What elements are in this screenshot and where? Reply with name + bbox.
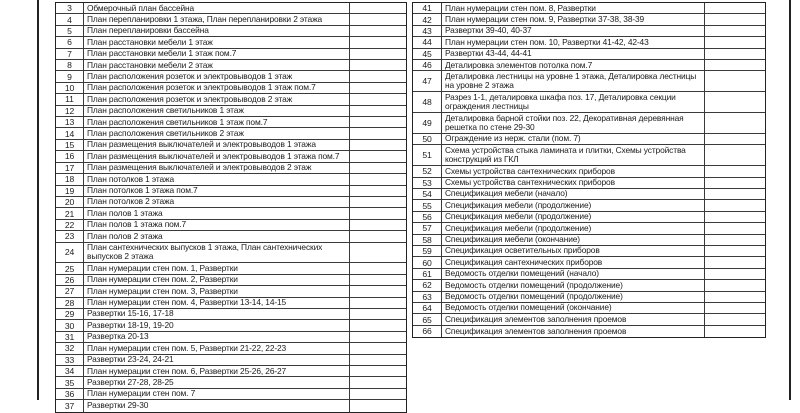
sheet-title-cell: Развертки 29-30 (83, 400, 350, 411)
sheet-number-cell: 33 (64, 354, 75, 365)
sheet-title-cell: План потолков 1 этажа (83, 174, 350, 184)
note-cell (350, 151, 406, 161)
sheet-title-cell: Развертки 15-16, 17-18 (83, 309, 350, 319)
sheet-title-cell: Развертки 18-19, 19-20 (83, 320, 350, 330)
sheet-number-cell: 26 (64, 274, 75, 285)
sheet-title-cell: Развертка 20-13 (83, 332, 350, 342)
sheet-number-cell: 56 (422, 211, 432, 222)
sheet-number-cell: 41 (422, 3, 432, 14)
sheet-number-cell: 49 (422, 117, 432, 128)
note-cell (705, 189, 765, 199)
sheet-title-cell: План нумерации стен пом. 7 (83, 389, 350, 399)
table-row (56, 94, 406, 105)
sheet-title-cell: Развертки 23-24, 24-21 (83, 355, 350, 365)
sheet-title-cell: План нумерации стен пом. 8, Развертки (441, 3, 705, 13)
note-cell (350, 389, 406, 399)
note-cell (350, 320, 406, 330)
sheet-number-cell: 9 (67, 71, 72, 82)
sheet-number-cell: 3 (67, 3, 72, 14)
table-row (56, 197, 406, 208)
sheet-title-cell: План расположения светильников 1 этаж пом.7 (83, 117, 350, 127)
note-cell (350, 186, 406, 196)
table-row (413, 3, 765, 14)
page-frame-line-right (789, 0, 791, 400)
table-row (56, 286, 406, 297)
note-cell (705, 178, 765, 188)
note-cell (705, 60, 765, 70)
table-row (413, 280, 765, 291)
note-cell (705, 212, 765, 222)
sheet-title-cell: Развертки 39-40, 40-37 (441, 26, 705, 36)
note-cell (350, 37, 406, 47)
table-row (413, 189, 765, 200)
note-cell (350, 309, 406, 319)
note-cell (705, 292, 765, 302)
note-cell (705, 37, 765, 47)
sheet-number-cell: 35 (64, 377, 75, 388)
sheet-number-cell: 30 (64, 320, 75, 331)
table-row (56, 26, 406, 37)
table-row (413, 246, 765, 257)
note-cell (705, 26, 765, 36)
sheet-title-cell: План сантехнических выпусков 1 этажа, План сантехнических выпусков 2 этажа (83, 243, 350, 263)
sheet-number-cell: 50 (422, 134, 432, 145)
table-row (56, 243, 406, 264)
table-row (56, 71, 406, 82)
sheet-number-cell: 24 (64, 247, 75, 258)
sheet-title-cell: План расстановки мебели 1 этаж (83, 37, 350, 47)
table-row (413, 269, 765, 280)
sheet-number-cell: 65 (422, 314, 432, 325)
table-row (56, 186, 406, 197)
note-cell (350, 208, 406, 218)
sheet-number-cell: 54 (422, 189, 432, 200)
sheet-title-cell: План размещения выключателей и электровыводов 2 этаж (83, 163, 350, 173)
note-cell (705, 134, 765, 144)
table-row (413, 235, 765, 246)
sheet-title-cell: Развертки 43-44, 44-41 (441, 49, 705, 59)
table-row (56, 140, 406, 151)
table-row (56, 332, 406, 343)
note-cell (350, 71, 406, 81)
sheet-number-cell: 53 (422, 177, 432, 188)
table-row (413, 212, 765, 223)
sheet-number-cell: 61 (422, 268, 432, 279)
sheet-number-cell: 21 (64, 208, 75, 219)
sheet-number-cell: 27 (64, 286, 75, 297)
sheet-number-cell: 7 (67, 48, 72, 59)
sheet-number-cell: 8 (67, 60, 72, 71)
note-cell (705, 166, 765, 176)
sheet-title-cell: Развертки 27-28, 28-25 (83, 377, 350, 387)
sheet-number-cell: 17 (64, 162, 75, 173)
table-row (56, 208, 406, 219)
note-cell (350, 286, 406, 296)
sheet-number-cell: 16 (64, 151, 75, 162)
note-cell (705, 200, 765, 210)
table-row (413, 14, 765, 25)
table-row (413, 314, 765, 325)
sheet-title-cell: Спецификация элементов заполнения проемов (441, 326, 705, 337)
sheet-title-cell: План нумерации стен пом. 1, Развертки (83, 263, 350, 273)
sheet-number-cell: 45 (422, 48, 432, 59)
table-row (413, 145, 765, 166)
note-cell (350, 49, 406, 59)
table-row (413, 92, 765, 113)
note-cell (350, 83, 406, 93)
note-cell (350, 140, 406, 150)
sheet-title-cell: План нумерации стен пом. 3, Развертки (83, 286, 350, 296)
table-row (56, 83, 406, 94)
note-cell (350, 243, 406, 263)
sheet-number-cell: 46 (422, 60, 432, 71)
sheet-title-cell: План нумерации стен пом. 4, Развертки 13-14, 14-15 (83, 298, 350, 308)
sheet-number-cell: 29 (64, 309, 75, 320)
sheet-title-cell: План полов 1 этажа пом.7 (83, 220, 350, 230)
sheet-number-cell: 32 (64, 343, 75, 354)
sheet-title-cell: Ведомость отделки помещений (продолжение) (441, 280, 705, 290)
sheet-number-cell: 4 (67, 14, 72, 25)
table-row (56, 231, 406, 242)
note-cell (350, 366, 406, 376)
sheet-number-cell: 48 (422, 97, 432, 108)
sheet-number-cell: 22 (64, 219, 75, 230)
table-row (413, 223, 765, 234)
table-row (413, 326, 765, 337)
sheet-number-cell: 12 (64, 105, 75, 116)
sheet-title-cell: План нумерации стен пом. 2, Развертки (83, 275, 350, 285)
table-row (56, 163, 406, 174)
note-cell (705, 246, 765, 256)
sheet-number-cell: 42 (422, 14, 432, 25)
table-row (56, 128, 406, 139)
note-cell (705, 71, 765, 91)
sheet-title-cell: План расположения розеток и электровыводов 2 этаж (83, 94, 350, 104)
table-row (56, 366, 406, 377)
table-row (56, 389, 406, 400)
note-cell (705, 235, 765, 245)
table-row (56, 220, 406, 231)
sheet-number-cell: 62 (422, 280, 432, 291)
table-row (56, 49, 406, 60)
sheet-number-cell: 58 (422, 234, 432, 245)
sheet-title-cell: Деталировка элементов потолка пом.7 (441, 60, 705, 70)
sheet-title-cell: Спецификация сантехнических приборов (441, 257, 705, 267)
sheet-title-cell: План расположения розеток и электровыводов 1 этаж (83, 71, 350, 81)
sheet-number-cell: 60 (422, 257, 432, 268)
sheet-number-cell: 19 (64, 185, 75, 196)
table-row (56, 400, 406, 411)
note-cell (705, 314, 765, 324)
sheet-title-cell: Схемы устройства сантехнических приборов (441, 178, 705, 188)
sheet-number-cell: 34 (64, 366, 75, 377)
note-cell (350, 197, 406, 207)
sheet-number-cell: 57 (422, 223, 432, 234)
table-row (413, 113, 765, 134)
sheet-title-cell: Ведомость отделки помещений (продолжение) (441, 292, 705, 302)
sheet-title-cell: Обмерочный план бассейна (83, 3, 350, 13)
sheet-number-cell: 37 (64, 400, 75, 411)
sheet-title-cell: Спецификация мебели (окончание) (441, 235, 705, 245)
sheet-number-cell: 44 (422, 37, 432, 48)
sheet-title-cell: План расположения светильников 1 этаж (83, 106, 350, 116)
table-row (413, 292, 765, 303)
note-cell (350, 60, 406, 70)
table-row (56, 377, 406, 388)
sheet-title-cell: Деталировка барной стойки поз. 22, Декоративная деревянная решетка по стене 29-30 (441, 113, 705, 133)
sheet-title-cell: Спецификация элементов заполнения проемов (441, 314, 705, 324)
sheet-title-cell: План полов 1 этажа (83, 208, 350, 218)
sheet-title-cell: План перепланировки 1 этажа, План перепланировки 2 этажа (83, 14, 350, 24)
table-row (413, 37, 765, 48)
sheet-number-cell: 13 (64, 117, 75, 128)
note-cell (350, 275, 406, 285)
sheet-title-cell: Ограждение из нерж. стали (пом. 7) (441, 134, 705, 144)
sheet-title-cell: Разрез 1-1, деталировка шкафа поз. 17, Деталировка секции ограждения лестницы (441, 92, 705, 112)
sheet-number-cell: 47 (422, 76, 432, 87)
note-cell (350, 231, 406, 241)
sheet-title-cell: План расстановки мебели 1 этаж пом.7 (83, 49, 350, 59)
sheet-title-cell: План расстановки мебели 2 этаж (83, 60, 350, 70)
note-cell (705, 3, 765, 13)
sheet-number-cell: 28 (64, 297, 75, 308)
sheet-number-cell: 6 (67, 37, 72, 48)
table-row (56, 320, 406, 331)
table-row (413, 166, 765, 177)
sheet-title-cell: План размещения выключателей и электровыводов 1 этажа пом.7 (83, 151, 350, 161)
sheet-number-cell: 23 (64, 231, 75, 242)
note-cell (350, 377, 406, 387)
sheet-title-cell: План перепланировки бассейна (83, 26, 350, 36)
sheet-number-cell: 18 (64, 174, 75, 185)
sheet-number-cell: 31 (64, 331, 75, 342)
sheet-number-cell: 14 (64, 128, 75, 139)
note-cell (350, 298, 406, 308)
note-cell (350, 3, 406, 13)
table-row (413, 257, 765, 268)
note-cell (705, 49, 765, 59)
table-row (56, 343, 406, 354)
sheet-number-cell: 11 (65, 94, 74, 105)
table-row (413, 26, 765, 37)
table-row (413, 134, 765, 145)
note-cell (350, 106, 406, 116)
table-row (413, 60, 765, 71)
table-row (56, 151, 406, 162)
sheet-number-cell: 43 (422, 26, 432, 37)
note-cell (705, 113, 765, 133)
note-cell (350, 263, 406, 273)
table-row (56, 117, 406, 128)
note-cell (350, 343, 406, 353)
sheet-number-cell: 10 (64, 83, 75, 94)
table-row (413, 178, 765, 189)
note-cell (350, 163, 406, 173)
table-row (413, 303, 765, 314)
sheet-number-cell: 20 (64, 197, 75, 208)
note-cell (705, 257, 765, 267)
sheet-number-cell: 36 (64, 389, 75, 400)
sheet-title-cell: Деталировка лестницы на уровне 1 этажа, Деталировка лестницы на уровне 2 этажа (441, 71, 705, 91)
sheet-number-cell: 66 (422, 326, 432, 337)
sheet-title-cell: План нумерации стен пом. 5, Развертки 21-22, 22-23 (83, 343, 350, 353)
table-row (56, 309, 406, 320)
sheet-title-cell: План нумерации стен пом. 10, Развертки 41-42, 42-43 (441, 37, 705, 47)
table-row (56, 298, 406, 309)
table-row (413, 49, 765, 60)
sheet-title-cell: План потолков 2 этажа (83, 197, 350, 207)
table-row (56, 3, 406, 14)
sheet-title-cell: Схема устройства стыка ламината и плитки, Схемы устройства конструкций из ГКЛ (441, 145, 705, 165)
table-row (413, 200, 765, 211)
sheet-title-cell: Ведомость отделки помещений (окончание) (441, 303, 705, 313)
note-cell (705, 92, 765, 112)
sheet-number-cell: 5 (67, 26, 72, 37)
sheet-number-cell: 55 (422, 200, 432, 211)
sheet-number-cell: 51 (422, 150, 432, 161)
note-cell (350, 94, 406, 104)
sheet-list-table-right (412, 2, 766, 338)
sheet-title-cell: План нумерации стен пом. 9, Развертки 37-38, 38-39 (441, 14, 705, 24)
sheet-title-cell: Ведомость отделки помещений (начало) (441, 269, 705, 279)
note-cell (350, 174, 406, 184)
page-frame-line-left (37, 0, 39, 400)
note-cell (705, 269, 765, 279)
table-row (56, 14, 406, 25)
sheet-title-cell: План расположения розеток и электровыводов 1 этаж пом.7 (83, 83, 350, 93)
note-cell (350, 400, 406, 411)
table-row (56, 263, 406, 274)
note-cell (350, 355, 406, 365)
note-cell (705, 326, 765, 337)
sheet-title-cell: Спецификация мебели (продолжение) (441, 200, 705, 210)
table-row (413, 71, 765, 92)
note-cell (705, 223, 765, 233)
sheet-title-cell: Спецификация осветительных приборов (441, 246, 705, 256)
table-row (56, 174, 406, 185)
table-row (56, 355, 406, 366)
sheet-title-cell: План расположения светильников 2 этаж (83, 128, 350, 138)
note-cell (350, 220, 406, 230)
note-cell (350, 117, 406, 127)
sheet-title-cell: План размещения выключателей и электровыводов 1 этажа (83, 140, 350, 150)
sheet-number-cell: 59 (422, 246, 432, 257)
note-cell (350, 332, 406, 342)
sheet-title-cell: Схемы устройства сантехнических приборов (441, 166, 705, 176)
note-cell (705, 280, 765, 290)
sheet-list-table-left (55, 2, 407, 413)
sheet-number-cell: 52 (422, 166, 432, 177)
sheet-title-cell: Спецификация мебели (продолжение) (441, 223, 705, 233)
sheet-title-cell: Спецификация мебели (начало) (441, 189, 705, 199)
sheet-number-cell: 64 (422, 303, 432, 314)
sheet-number-cell: 15 (64, 140, 75, 151)
sheet-number-cell: 63 (422, 291, 432, 302)
sheet-number-cell: 25 (64, 263, 75, 274)
table-row (56, 106, 406, 117)
note-cell (705, 14, 765, 24)
sheet-title-cell: План полов 2 этажа (83, 231, 350, 241)
note-cell (350, 26, 406, 36)
table-row (56, 37, 406, 48)
table-row (56, 275, 406, 286)
sheet-title-cell: План потолков 1 этажа пом.7 (83, 186, 350, 196)
table-row (56, 60, 406, 71)
note-cell (350, 128, 406, 138)
note-cell (350, 14, 406, 24)
sheet-title-cell: Спецификация мебели (продолжение) (441, 212, 705, 222)
note-cell (705, 145, 765, 165)
sheet-title-cell: План нумерации стен пом. 6, Развертки 25-26, 26-27 (83, 366, 350, 376)
note-cell (705, 303, 765, 313)
